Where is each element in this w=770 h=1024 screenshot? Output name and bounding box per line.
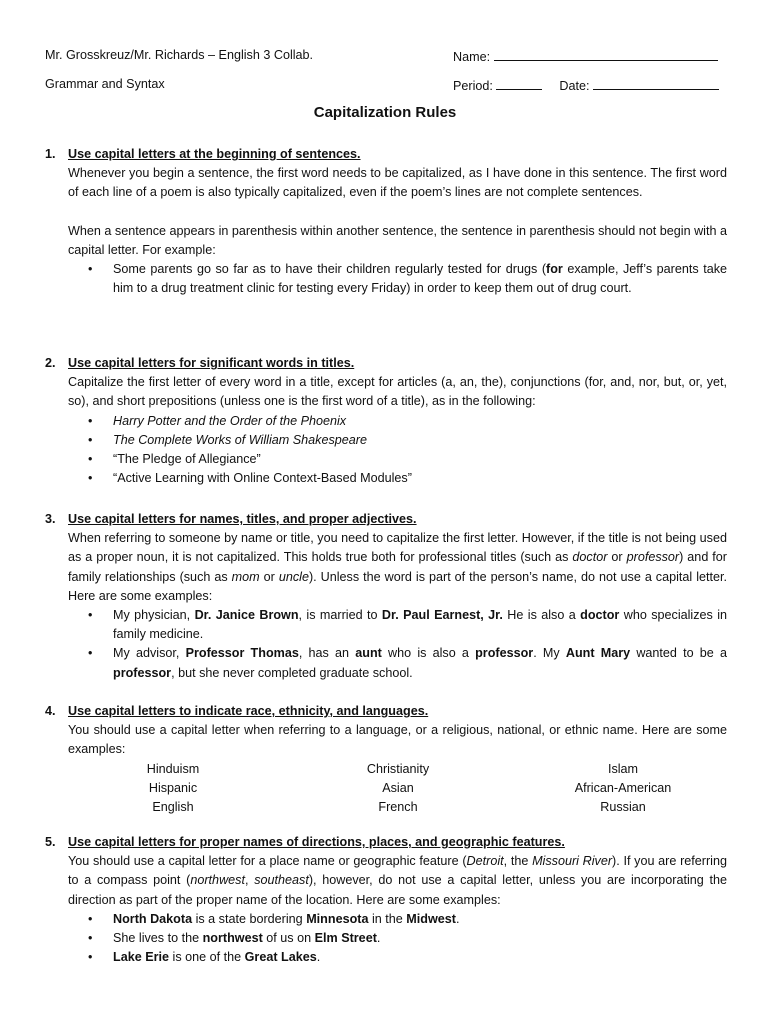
grid-item: Hinduism: [146, 761, 200, 776]
grid-item: Christianity: [366, 761, 430, 776]
example-list: [68, 910, 727, 968]
rule-paragraph: You should use a capital letter when referring to a language, or a religious, national, or ethnic name. Here are some examples:: [68, 723, 727, 757]
grid-item: Hispanic: [148, 780, 198, 795]
example-list: [68, 606, 727, 683]
name-field[interactable]: [453, 48, 718, 64]
rule-heading: Use capital letters to indicate race, ethnicity, and languages.: [68, 704, 429, 718]
list-item: • The Complete Works of William Shakespeare: [68, 431, 727, 450]
name-blank[interactable]: [494, 48, 718, 61]
list-item: • Lake Erie is one of the Great Lakes.: [68, 948, 727, 967]
rule-heading: Use capital letters at the beginning of sentences.: [68, 147, 361, 161]
rule-paragraph: When referring to someone by name or title, you need to capitalize the first letter. However, if the title is not being used as a proper noun, it is not capitalized. This holds true both for professional titles (such as doctor or professor) and for family relationships (such as mom or uncle). Unless the word is part of the person’s name, do not use a capital letter. Here are some examples:: [68, 531, 728, 603]
example-list: [68, 412, 727, 489]
rule-number: 1.: [45, 147, 56, 161]
rule-paragraph: Capitalize the first letter of every word in a title, except for articles (a, an, the), conjunctions (for, and, nor, but, or, yet, so), and short prepositions (unless one is the first word of a title), as in the following:: [68, 375, 727, 409]
date-blank[interactable]: [593, 77, 719, 90]
rule-section-5: [45, 833, 727, 967]
examples-grid: [68, 760, 727, 818]
rule-paragraph: You should use a capital letter for a place name or geographic feature (Detroit, the Missouri River). If you are referring to a compass point (northwest, southeast), however, do not use a capital letter, unless you are incorporating the direction as part of the proper name of the location. Here are some examples:: [68, 854, 728, 907]
page-title: Capitalization Rules: [313, 104, 457, 121]
rule-number: 5.: [45, 835, 56, 849]
rule-number: 2.: [45, 356, 56, 370]
period-label: Period:: [453, 79, 493, 93]
name-label: Name:: [453, 50, 491, 64]
rule-paragraph: Whenever you begin a sentence, the first word needs to be capitalized, as I have done in this sentence. The first word of each line of a poem is also typically capitalized, even if the poem’s lines are not complete sentences.: [68, 166, 727, 200]
course-label: Mr. Grosskreuz/Mr. Richards – English 3 Collab.: [45, 48, 314, 62]
list-item: • Harry Potter and the Order of the Phoenix: [68, 412, 727, 431]
grid-item: English: [152, 800, 194, 815]
period-date-row: [453, 77, 719, 93]
list-item: • My advisor, Professor Thomas, has an aunt who is also a professor. My Aunt Mary wanted to be a professor, but she never completed graduate school.: [68, 644, 727, 682]
list-item: • North Dakota is a state bordering Minnesota in the Midwest.: [68, 910, 727, 929]
period-blank[interactable]: [496, 77, 542, 90]
rule-section-3: [45, 510, 727, 683]
rule-section-4: [45, 702, 727, 817]
grid-item: Russian: [600, 800, 646, 815]
list-item: • “Active Learning with Online Context-Based Modules”: [68, 469, 727, 488]
grid-item: African-American: [574, 780, 672, 795]
rule-section-1: [45, 145, 727, 298]
unit-label: Grammar and Syntax: [45, 77, 165, 91]
rule-section-2: [45, 354, 727, 488]
list-item: • Some parents go so far as to have their children regularly tested for drugs (for example, Jeff’s parents take him to a drug treatment clinic for testing every Friday) in order to keep them out of drug court.: [68, 260, 727, 298]
grid-item: Islam: [607, 761, 639, 776]
rule-number: 3.: [45, 512, 56, 526]
list-item: • She lives to the northwest of us on Elm Street.: [68, 929, 727, 948]
grid-item: French: [378, 800, 418, 815]
rule-heading: Use capital letters for proper names of directions, places, and geographic features.: [68, 835, 565, 849]
example-list: [68, 260, 727, 298]
list-item: • “The Pledge of Allegiance”: [68, 450, 727, 469]
date-label: Date:: [559, 79, 590, 93]
rule-paragraph: When a sentence appears in parenthesis within another sentence, the sentence in parenthesis should not begin with a capital letter. For example:: [68, 223, 727, 257]
rule-heading: Use capital letters for significant words in titles.: [68, 356, 355, 370]
list-item: • My physician, Dr. Janice Brown, is married to Dr. Paul Earnest, Jr. He is also a doctor who specializes in family medicine.: [68, 606, 727, 644]
rule-number: 4.: [45, 704, 56, 718]
rule-heading: Use capital letters for names, titles, and proper adjectives.: [68, 512, 417, 526]
grid-item: Asian: [382, 780, 414, 795]
